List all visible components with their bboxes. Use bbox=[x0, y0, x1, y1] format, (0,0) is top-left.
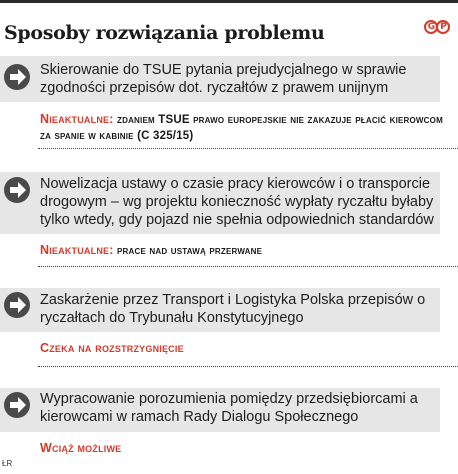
status-label-2: Nieaktualne: bbox=[40, 243, 114, 257]
status-text-2: prace nad ustawą przerwane bbox=[117, 245, 263, 257]
publisher-logo: G P bbox=[424, 18, 448, 34]
status-label-3: Czeka na rozstrzygnięcie bbox=[40, 341, 184, 355]
status-label-4: Wciąż możliwe bbox=[40, 441, 122, 455]
item-separator-3 bbox=[38, 366, 458, 367]
arrow-right-icon bbox=[4, 64, 30, 90]
arrow-right-icon bbox=[4, 292, 30, 318]
item-status-3 bbox=[40, 340, 450, 357]
top-rule bbox=[0, 0, 458, 8]
item-description-4: Wypracowanie porozumienia pomiędzy przedsiębiorcami a kierowcami w ramach Rady Dialogu Społecznego bbox=[40, 391, 418, 425]
item-status-4 bbox=[40, 440, 450, 457]
item-description-1: Skierowanie do TSUE pytania prejudycjalnego w sprawie zgodności przepisów dot. ryczałtów z prawem unijnym bbox=[40, 62, 407, 96]
page-title: Sposoby rozwiązania problemu bbox=[4, 22, 325, 44]
status-text-1: zdaniem TSUE prawo europejskie nie zakazuje płacić kierowcom za spanie w kabinie (C 325/15) bbox=[40, 114, 443, 142]
status-label-1: Nieaktualne: bbox=[40, 112, 114, 126]
item-description-3: Zaskarżenie przez Transport i Logistyka Polska przepisów o ryczałtach do Trybunału Konstytucyjnego bbox=[40, 292, 426, 326]
arrow-right-icon bbox=[4, 177, 30, 203]
item-separator-2 bbox=[38, 266, 458, 267]
item-status-1 bbox=[40, 111, 450, 144]
source-credit: ŁR bbox=[2, 459, 13, 468]
item-separator-1 bbox=[38, 148, 458, 149]
item-status-2 bbox=[40, 242, 450, 259]
arrow-right-icon bbox=[4, 392, 30, 418]
item-description-2: Nowelizacja ustawy o czasie pracy kierowców i o transporcie drogowym – wg projektu konieczność wypłaty ryczałtu byłaby tylko wtedy, gdy pojazd nie spełnia odpowiednich standardów bbox=[40, 176, 434, 228]
